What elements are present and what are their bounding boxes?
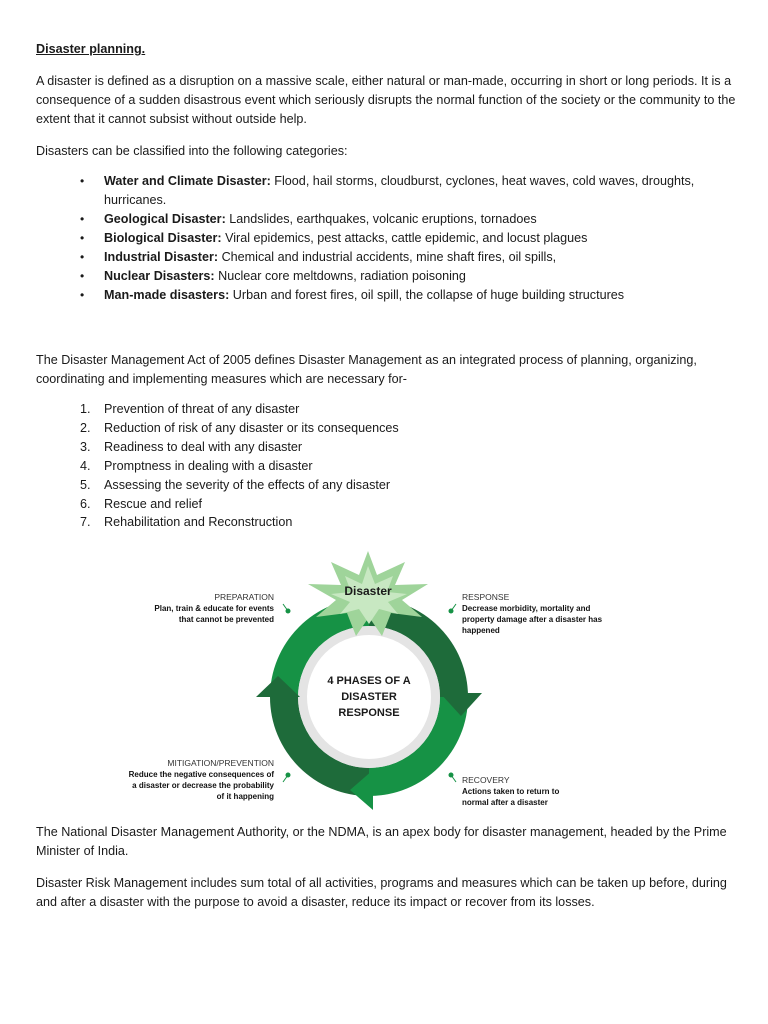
- list-number: 5.: [80, 477, 91, 492]
- category-desc: Nuclear core meltdowns, radiation poisoning: [214, 269, 466, 283]
- list-number: 3.: [80, 439, 91, 454]
- category-desc: Urban and forest fires, oil spill, the collapse of huge building structures: [229, 288, 625, 302]
- center-line-1: 4 PHASES OF A: [327, 675, 411, 687]
- preparation-desc-1: Plan, train & educate for events: [154, 604, 274, 613]
- recovery-title: RECOVERY: [462, 775, 510, 785]
- mitigation-title: MITIGATION/PREVENTION: [167, 758, 274, 768]
- measure-text: Readiness to deal with any disaster: [104, 439, 303, 454]
- list-number: 2.: [80, 420, 91, 435]
- measure-text: Assessing the severity of the effects of any disaster: [104, 477, 391, 492]
- page-title: Disaster planning.: [36, 42, 146, 56]
- bullet-icon: •: [80, 174, 85, 188]
- response-title: RESPONSE: [462, 592, 510, 602]
- bullet-icon: •: [80, 250, 85, 264]
- response-desc-3: happened: [462, 626, 500, 635]
- list-item: [80, 513, 604, 532]
- measure-text: Prevention of threat of any disaster: [104, 402, 300, 416]
- list-number: 7.: [80, 515, 91, 530]
- categories-intro: Disasters can be classified into the following categories:: [36, 144, 348, 158]
- list-item: [80, 172, 704, 210]
- center-line-2: DISASTER: [341, 691, 397, 703]
- preparation-title: PREPARATION: [214, 592, 274, 602]
- response-desc-1: Decrease morbidity, mortality and: [462, 604, 591, 613]
- measures-list: [80, 400, 604, 532]
- list-item: [80, 286, 704, 305]
- connector-dot: [286, 773, 291, 778]
- act-paragraph: The Disaster Management Act of 2005 defines Disaster Management as an integrated process of planning, organizing, coordinating and implementing measures which are necessary for-: [36, 353, 697, 386]
- bullet-icon: •: [80, 288, 85, 302]
- category-term: Water and Climate Disaster:: [104, 174, 271, 188]
- list-item: [80, 457, 604, 476]
- ndma-paragraph: The National Disaster Management Authority, or the NDMA, is an apex body for disaster management, headed by the Prime Minister of India.: [36, 825, 727, 858]
- recovery-desc-1: Actions taken to return to: [462, 787, 560, 796]
- bullet-icon: •: [80, 231, 85, 245]
- list-number: 6.: [80, 496, 91, 511]
- list-number: 1.: [80, 402, 91, 416]
- recovery-desc-2: normal after a disaster: [462, 798, 548, 807]
- preparation-desc-2: that cannot be prevented: [178, 615, 274, 624]
- list-item: [80, 495, 604, 514]
- list-number: 4.: [80, 458, 91, 473]
- category-desc: Chemical and industrial accidents, mine shaft fires, oil spills,: [218, 250, 557, 264]
- mitigation-desc-3: of it happening: [216, 792, 274, 801]
- list-item: [80, 438, 604, 457]
- list-item: [80, 229, 704, 248]
- connector-dot: [286, 609, 291, 614]
- connector-dot: [449, 773, 454, 778]
- list-item: [80, 210, 704, 229]
- category-term: Geological Disaster:: [104, 212, 226, 226]
- center-line-3: RESPONSE: [338, 707, 400, 719]
- measure-text: Reduction of risk of any disaster or its consequences: [104, 420, 399, 435]
- list-item: [80, 267, 704, 286]
- list-item: [80, 400, 604, 419]
- categories-list: [80, 172, 704, 305]
- category-desc: Viral epidemics, pest attacks, cattle epidemic, and locust plagues: [221, 231, 588, 245]
- category-desc: Flood, hail storms, cloudburst, cyclones, heat waves, cold waves, droughts, hurricanes.: [104, 174, 695, 207]
- response-desc-2: property damage after a disaster has: [462, 615, 603, 624]
- list-item: [80, 248, 704, 267]
- measure-text: Promptness in dealing with a disaster: [104, 458, 313, 473]
- drm-paragraph: Disaster Risk Management includes sum total of all activities, programs and measures which can be taken up before, during and after a disaster with the purpose to avoid a disaster, reduce its impact or recover from its losses.: [36, 876, 727, 909]
- measure-text: Rehabilitation and Reconstruction: [104, 515, 293, 530]
- bullet-icon: •: [80, 212, 85, 226]
- mitigation-desc-1: Reduce the negative consequences of: [128, 770, 274, 779]
- category-term: Biological Disaster:: [104, 231, 222, 245]
- measure-text: Rescue and relief: [104, 496, 203, 511]
- category-term: Industrial Disaster:: [104, 250, 219, 264]
- list-item: [80, 419, 604, 438]
- category-term: Nuclear Disasters:: [104, 269, 215, 283]
- list-item: [80, 476, 604, 495]
- connector-dot: [449, 609, 454, 614]
- category-term: Man-made disasters:: [104, 288, 230, 302]
- category-desc: Landslides, earthquakes, volcanic eruptions, tornadoes: [225, 212, 537, 226]
- disaster-label: Disaster: [344, 584, 392, 598]
- mitigation-desc-2: a disaster or decrease the probability: [132, 781, 274, 790]
- intro-paragraph: A disaster is defined as a disruption on a massive scale, either natural or man-made, occurring in short or long periods. It is a consequence of a sudden disastrous event which seriously disrupts the normal function of the society or the community to the extent that it cannot subsist without outside help.: [36, 74, 736, 126]
- bullet-icon: •: [80, 269, 85, 283]
